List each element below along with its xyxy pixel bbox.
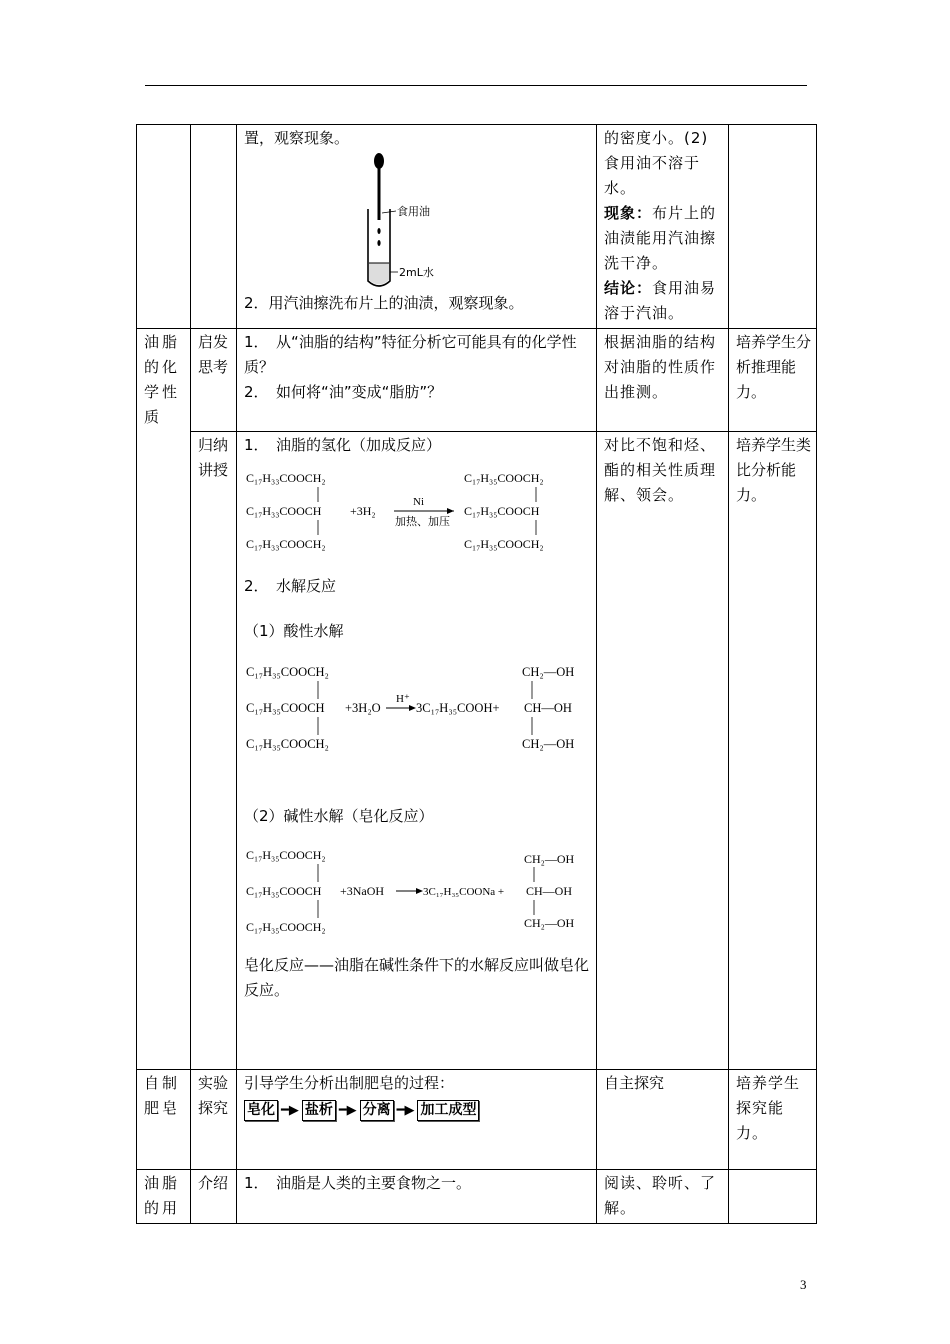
cell-student-activity: 对比不饱和烃、酯的相关性质理解、领会。 [597, 432, 729, 1070]
flow-step: 皂化 [244, 1100, 278, 1121]
eq1-catalyst: Ni [413, 496, 424, 508]
phenomenon-text: 布片上的油渍能用汽油擦洗干净。 [604, 204, 717, 272]
cell-section: 油脂的化学性质 [137, 329, 191, 1070]
heading-saponification: （2）碱性水解（皂化反应） [244, 807, 434, 825]
heading-hydrogenation: 1． 油脂的氢化（加成反应） [244, 436, 442, 454]
flow-arrow-icon: ━▶ [396, 1103, 415, 1118]
eq3-reagent: +3NaOH [340, 884, 385, 898]
eq1-right-2: C₁₇H₃₅COOCH [464, 504, 540, 518]
table-row [137, 125, 817, 329]
eq1-reagent: +3H₂ [350, 504, 376, 518]
cell-section: 油脂的用 [137, 1170, 191, 1224]
cell-method: 介绍 [191, 1170, 237, 1224]
flow-arrow-icon: ━▶ [338, 1103, 357, 1118]
cell-purpose [729, 1170, 817, 1224]
conclusion-text: 食用油易溶于汽油。 [604, 279, 717, 322]
eq3-product: 3C₁₇H₃₅COONa + [423, 886, 505, 898]
eq3-right-3: CH₂—OH [524, 916, 575, 930]
cell-purpose [729, 125, 817, 329]
cell-purpose: 培养学生探究能力。 [729, 1070, 817, 1170]
eq2-reagent: +3H₂O [345, 701, 381, 715]
lesson-plan-table [136, 124, 817, 1224]
eq2-right-3: CH₂—OH [522, 737, 575, 751]
eq1-right-1: C₁₇H₃₅COOCH₂ [464, 471, 544, 485]
flow-step: 分离 [360, 1100, 394, 1121]
cell-purpose: 培养学生分析推理能力。 [729, 329, 817, 432]
eq2-left-2: C₁₇H₃₅COOCH [246, 701, 325, 715]
eq2-left-1: C₁₇H₃₅COOCH₂ [246, 665, 329, 679]
eq3-left-3: C₁₇H₃₅COOCH₂ [246, 920, 326, 934]
cell-method: 归纳讲授 [191, 432, 237, 1070]
eq2-product: 3C₁₇H₃₅COOH+ [416, 701, 500, 715]
cell-student-activity: 根据油脂的结构对油脂的性质作出推测。 [597, 329, 729, 432]
cell-student-activity [597, 125, 729, 329]
dropper-bulb [374, 153, 384, 169]
table-row [137, 1070, 817, 1170]
cell-section [137, 125, 191, 329]
test-tube-figure [350, 151, 460, 291]
flow-arrow-icon: ━▶ [281, 1103, 299, 1118]
table-row [137, 1170, 817, 1224]
cell-method [191, 125, 237, 329]
activity-text: 的密度小。(2)食用油不溶于水。 [604, 129, 709, 197]
content-text: 2．用汽油擦洗布片上的油渍，观察现象。 [244, 294, 524, 312]
eq1-right-3: C₁₇H₃₅COOCH₂ [464, 537, 544, 551]
cell-method: 启发思考 [191, 329, 237, 432]
table-row [137, 329, 817, 432]
cell-purpose: 培养学生类比分析能力。 [729, 432, 817, 1070]
water-label: 2mL水 [399, 266, 434, 279]
acid-hydrolysis-equation [244, 658, 589, 758]
eq3-left-2: C₁₇H₃₅COOCH [246, 884, 322, 898]
cell-content [237, 125, 597, 329]
eq2-right-2: CH—OH [524, 701, 572, 715]
page-number: 3 [800, 1277, 807, 1292]
water-level [369, 263, 389, 285]
eq1-left-3: C₁₇H₃₃COOCH₂ [246, 537, 326, 551]
cell-section: 自制肥皂 [137, 1070, 191, 1170]
eq2-left-3: C₁₇H₃₅COOCH₂ [246, 737, 329, 751]
soap-process-flow [244, 1098, 592, 1123]
dropper-tube [378, 168, 381, 220]
question-2: 2． 如何将“油”变成“脂肪”？ [244, 383, 443, 401]
eq3-right-2: CH—OH [526, 884, 573, 898]
cell-content [237, 432, 597, 1070]
content-text: 置，观察现象。 [244, 129, 350, 147]
cell-method: 实验探究 [191, 1070, 237, 1170]
cell-content [237, 1070, 597, 1170]
cell-student-activity: 阅读、聆听、了解。 [597, 1170, 729, 1224]
table-row [137, 432, 817, 1070]
flow-step: 盐析 [302, 1100, 336, 1121]
eq2-catalyst: H⁺ [396, 693, 410, 705]
phenomenon-label: 现象： [604, 204, 653, 222]
flow-step: 加工成型 [417, 1100, 479, 1121]
cell-content: 1． 油脂是人类的主要食物之一。 [237, 1170, 597, 1224]
cell-content [237, 329, 597, 432]
cell-student-activity: 自主探究 [597, 1070, 729, 1170]
oil-label: 食用油 [397, 205, 430, 218]
question-1: 1． 从“油脂的结构”特征分析它可能具有的化学性质？ [244, 333, 577, 376]
eq3-left-1: C₁₇H₃₅COOCH₂ [246, 848, 326, 862]
eq3-right-1: CH₂—OH [524, 852, 575, 866]
conclusion-label: 结论： [604, 279, 653, 297]
heading-acid-hydrolysis: （1）酸性水解 [244, 622, 344, 640]
hydrogenation-equation [244, 462, 589, 562]
eq1-left-2: C₁₇H₃₃COOCH [246, 504, 322, 518]
heading-hydrolysis: 2． 水解反应 [244, 577, 337, 595]
saponification-definition: 皂化反应——油脂在碱性条件下的水解反应叫做皂化反应。 [244, 956, 590, 999]
eq2-right-1: CH₂—OH [522, 665, 575, 679]
saponification-equation [244, 843, 589, 943]
header-rule [145, 85, 807, 86]
eq1-left-1: C₁₇H₃₃COOCH₂ [246, 471, 326, 485]
soap-intro: 引导学生分析出制肥皂的过程： [244, 1074, 455, 1092]
eq1-condition: 加热、加压 [395, 515, 450, 528]
